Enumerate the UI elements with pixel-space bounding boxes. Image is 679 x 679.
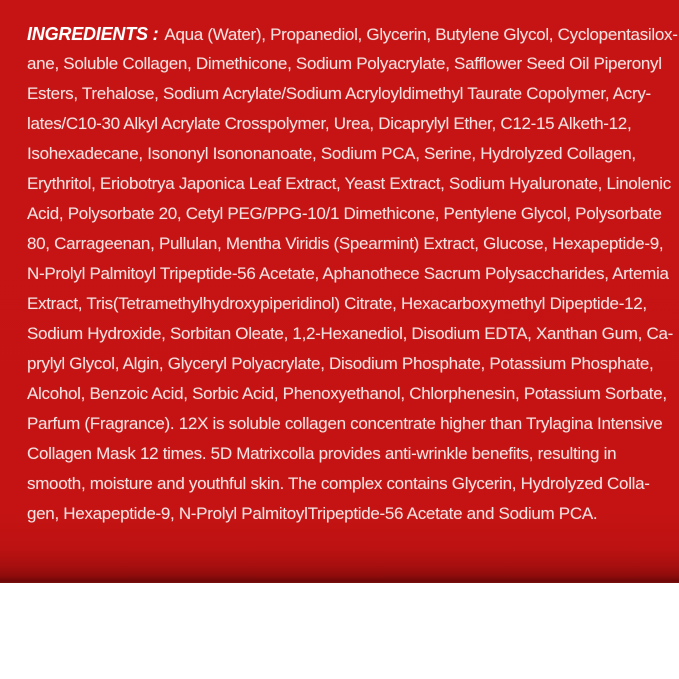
ingredients-line (27, 19, 678, 49)
ingredients-line: ane, Soluble Collagen, Dimethicone, Sodium Polyacrylate, Safflower Seed Oil Piperonyl (27, 54, 662, 73)
ingredients-line: Isohexadecane, Isononyl Isononanoate, Sodium PCA, Serine, Hydrolyzed Collagen, (27, 144, 636, 163)
ingredients-line-text: Aqua (Water), Propanediol, Glycerin, Butylene Glycol, Cyclopentasilox- (164, 25, 678, 44)
page-bottom-margin (0, 583, 679, 679)
ingredients-line: Esters, Trehalose, Sodium Acrylate/Sodium Acryloyldimethyl Taurate Copolymer, Acry- (27, 84, 651, 103)
ingredients-line: N-Prolyl Palmitoyl Tripeptide-56 Acetate, Aphanothece Sacrum Polysaccharides, Artemia (27, 264, 669, 283)
ingredients-line: prylyl Glycol, Algin, Glyceryl Polyacrylate, Disodium Phosphate, Potassium Phosphate, (27, 354, 654, 373)
ingredients-line: Erythritol, Eriobotrya Japonica Leaf Extract, Yeast Extract, Sodium Hyaluronate, Linolenic (27, 174, 671, 193)
ingredients-line: Parfum (Fragrance). 12X is soluble collagen concentrate higher than Trylagina Intensive (27, 414, 663, 433)
ingredients-line: Acid, Polysorbate 20, Cetyl PEG/PPG-10/1 Dimethicone, Pentylene Glycol, Polysorbate (27, 204, 662, 223)
ingredients-heading: INGREDIENTS : (27, 24, 159, 44)
ingredients-line: Collagen Mask 12 times. 5D Matrixcolla provides anti-wrinkle benefits, resulting in (27, 444, 617, 463)
ingredients-line: Extract, Tris(Tetramethylhydroxypiperidinol) Citrate, Hexacarboxymethyl Dipeptide-12, (27, 294, 647, 313)
ingredients-line: smooth, moisture and youthful skin. The complex contains Glycerin, Hydrolyzed Colla- (27, 474, 650, 493)
ingredients-line: gen, Hexapeptide-9, N-Prolyl PalmitoylTripeptide-56 Acetate and Sodium PCA. (27, 504, 598, 523)
ingredients-line: lates/C10-30 Alkyl Acrylate Crosspolymer, Urea, Dicaprylyl Ether, C12-15 Alketh-12, (27, 114, 632, 133)
ingredients-text-block (27, 19, 678, 529)
ingredients-line: Alcohol, Benzoic Acid, Sorbic Acid, Phenoxyethanol, Chlorphenesin, Potassium Sorbate, (27, 384, 667, 403)
ingredients-line: 80, Carrageenan, Pullulan, Mentha Viridis (Spearmint) Extract, Glucose, Hexapeptide-9, (27, 234, 664, 253)
ingredients-line: Sodium Hydroxide, Sorbitan Oleate, 1,2-Hexanediol, Disodium EDTA, Xanthan Gum, Ca- (27, 324, 673, 343)
